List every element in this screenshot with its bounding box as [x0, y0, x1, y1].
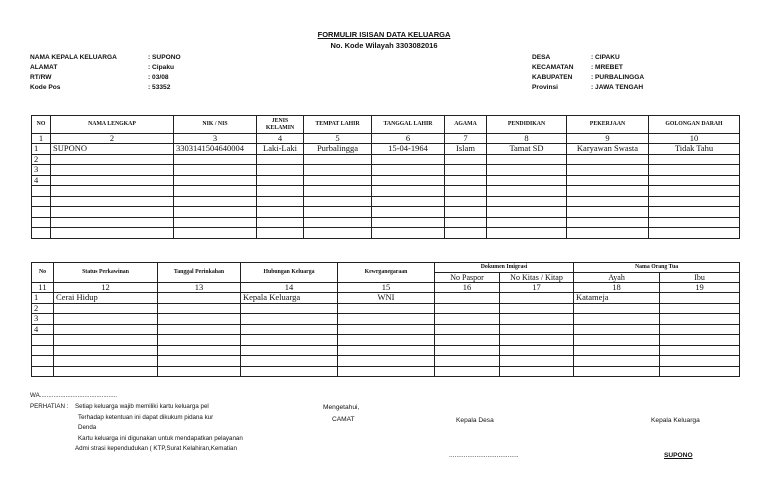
table-cell: [445, 165, 487, 176]
table-cell: [32, 207, 51, 218]
table-cell: [500, 366, 574, 377]
table-row: [32, 303, 740, 314]
table-cell: [445, 186, 487, 197]
table-cell: [487, 165, 567, 176]
info-value: : MREBET: [591, 64, 623, 71]
table-cell: [54, 303, 158, 314]
column-number: 4: [257, 134, 304, 144]
table-cell: [567, 228, 649, 239]
table-cell: [158, 324, 241, 335]
table-cell: [158, 366, 241, 377]
notice-line: Admi strasi kependudukan ( KTP,Surat Kelahiran,Kematian: [75, 445, 237, 452]
table-cell: [574, 366, 660, 377]
info-label: KECAMATAN: [532, 64, 574, 71]
column-header: PENDIDIKAN: [487, 116, 567, 134]
table-cell: [304, 217, 372, 228]
column-header: AGAMA: [445, 116, 487, 134]
table-cell: [32, 186, 51, 197]
column-number: 18: [574, 283, 660, 293]
table-cell: [649, 217, 740, 228]
table-cell: [174, 175, 257, 186]
form-title: FORMULIR ISISAN DATA KELUARGA: [317, 30, 451, 39]
table-cell: SUPONO: [51, 144, 174, 155]
table-cell: [435, 293, 500, 304]
table-cell: 2: [32, 154, 51, 165]
table-cell: Tidak Tahu: [649, 144, 740, 155]
table-cell: [445, 207, 487, 218]
column-header: Hubungan Keluarga: [241, 263, 338, 283]
column-number: 16: [435, 283, 500, 293]
table-cell: [649, 154, 740, 165]
table-cell: [158, 293, 241, 304]
table-cell: [649, 228, 740, 239]
column-number: 14: [241, 283, 338, 293]
table-cell: [241, 356, 338, 367]
table-cell: [372, 154, 445, 165]
table-cell: [487, 175, 567, 186]
table-row: [32, 154, 740, 165]
table-cell: [567, 154, 649, 165]
column-number: 7: [445, 134, 487, 144]
table-cell: [257, 186, 304, 197]
village-head-signature: ......................................: [449, 452, 519, 459]
table-cell: [372, 207, 445, 218]
table-cell: [372, 165, 445, 176]
table-cell: [372, 228, 445, 239]
info-value: : 53352: [148, 84, 171, 91]
table-cell: [500, 356, 574, 367]
table-cell: [304, 165, 372, 176]
table-cell: [372, 217, 445, 228]
info-label: RT/RW: [30, 74, 52, 81]
table-cell: [660, 303, 740, 314]
region-info: [532, 53, 644, 93]
column-number: 3: [174, 134, 257, 144]
table-cell: [241, 324, 338, 335]
table-cell: [567, 186, 649, 197]
table-cell: [158, 314, 241, 325]
column-header: JENIS KELAMIN: [257, 116, 304, 134]
table-cell: [660, 335, 740, 346]
table-row: [32, 345, 740, 356]
table-cell: [32, 345, 54, 356]
column-number: 11: [32, 283, 54, 293]
table-cell: [445, 228, 487, 239]
table-cell: [257, 217, 304, 228]
info-value: : 03/08: [148, 74, 169, 81]
table-cell: [567, 207, 649, 218]
column-header: TANGGAL LAHIR: [372, 116, 445, 134]
table-cell: Kepala Keluarga: [241, 293, 338, 304]
column-header: NO: [32, 116, 51, 134]
table-cell: [304, 228, 372, 239]
table-row: [32, 314, 740, 325]
info-label: KABUPATEN: [532, 74, 573, 81]
table-cell: [54, 335, 158, 346]
column-number: 15: [338, 283, 435, 293]
column-header: Dokumen Imigrasi: [435, 263, 574, 273]
table-cell: [660, 314, 740, 325]
table-cell: [487, 196, 567, 207]
column-number: 2: [51, 134, 174, 144]
notice-line: Denda: [78, 424, 97, 431]
table-cell: [32, 366, 54, 377]
table-cell: [649, 165, 740, 176]
notice-line: Terhadap ketentuan ini dapat dikukum pidana kur: [78, 413, 214, 421]
table-cell: [241, 314, 338, 325]
table-cell: [158, 356, 241, 367]
table-cell: [304, 196, 372, 207]
table-cell: [435, 366, 500, 377]
column-header: GOLONGAN DARAH: [649, 116, 740, 134]
table-cell: [32, 335, 54, 346]
table-cell: [567, 217, 649, 228]
info-value: : CIPAKU: [591, 54, 620, 61]
table-cell: [257, 175, 304, 186]
table-row: [32, 366, 740, 377]
table-cell: [649, 175, 740, 186]
table-cell: [304, 186, 372, 197]
table-cell: Islam: [445, 144, 487, 155]
table-cell: [445, 175, 487, 186]
table-cell: [649, 196, 740, 207]
column-number: 10: [649, 134, 740, 144]
column-number: 12: [54, 283, 158, 293]
table-cell: [338, 345, 435, 356]
table-cell: [435, 324, 500, 335]
table-cell: [158, 345, 241, 356]
table-cell: [445, 217, 487, 228]
table-cell: Laki-Laki: [257, 144, 304, 155]
notice-line: Setiap keluarga wajib memiliki kartu keluarga pel: [75, 403, 209, 410]
table-header-row: [32, 263, 740, 273]
region-code: No. Kode Wilayah 3303082016: [330, 41, 438, 50]
table-row: [32, 293, 740, 304]
table-cell: [500, 345, 574, 356]
notice-line: Kartu keluarga ini digunakan untuk mendapatkan pelayanan: [78, 434, 243, 442]
table-cell: [660, 366, 740, 377]
table-row: [32, 324, 740, 335]
table-cell: 1: [32, 293, 54, 304]
table-cell: [574, 324, 660, 335]
table-cell: [338, 356, 435, 367]
column-number-row: [32, 283, 740, 293]
table-cell: [567, 196, 649, 207]
table-cell: [372, 196, 445, 207]
table-cell: [32, 196, 51, 207]
table-cell: [500, 324, 574, 335]
info-value: : Cipaku: [148, 64, 175, 71]
table-cell: [51, 186, 174, 197]
table-cell: [500, 314, 574, 325]
notice-list: [75, 402, 243, 455]
info-value: : JAWA TENGAH: [591, 84, 644, 91]
table-cell: [660, 324, 740, 335]
column-header: TEMPAT LAHIR: [304, 116, 372, 134]
table-cell: [241, 345, 338, 356]
table-row: [32, 228, 740, 239]
column-number: 9: [567, 134, 649, 144]
table-cell: 3303141504640004: [174, 144, 257, 155]
info-label: Kode Pos: [30, 84, 61, 91]
table-cell: [487, 154, 567, 165]
column-header: PEKERJAAN: [567, 116, 649, 134]
table-cell: [174, 207, 257, 218]
table-cell: [660, 356, 740, 367]
column-header: Ibu: [660, 273, 740, 283]
table-cell: [54, 345, 158, 356]
table-cell: 3: [32, 165, 51, 176]
table-cell: [174, 165, 257, 176]
column-number: 5: [304, 134, 372, 144]
table-cell: [51, 207, 174, 218]
table-cell: [445, 154, 487, 165]
table-cell: [338, 324, 435, 335]
household-info: [30, 53, 181, 93]
column-number: 13: [158, 283, 241, 293]
column-header: Ayah: [574, 273, 660, 283]
table-cell: 15-04-1964: [372, 144, 445, 155]
table-cell: [574, 345, 660, 356]
table-cell: [174, 186, 257, 197]
table-cell: [338, 303, 435, 314]
table-cell: [174, 217, 257, 228]
table-cell: [500, 335, 574, 346]
table-cell: [487, 217, 567, 228]
notice-label: PERHATIAN :: [30, 403, 69, 410]
column-number: 1: [32, 134, 51, 144]
table-cell: [660, 345, 740, 356]
table-cell: 1: [32, 144, 51, 155]
info-value: : PURBALINGGA: [591, 74, 645, 81]
column-header: NAMA LENGKAP: [51, 116, 174, 134]
table-cell: [241, 303, 338, 314]
table-cell: [372, 175, 445, 186]
table-cell: [174, 196, 257, 207]
table-cell: Karyawan Swasta: [567, 144, 649, 155]
table-cell: [574, 314, 660, 325]
table-cell: [158, 303, 241, 314]
wa-line: WA.............................................: [30, 392, 118, 399]
table-header-row: [32, 116, 740, 134]
table-cell: [487, 186, 567, 197]
table-cell: [54, 356, 158, 367]
table-cell: 3: [32, 314, 54, 325]
table-cell: [257, 196, 304, 207]
household-head-signature: SUPONO: [664, 452, 693, 459]
table-cell: [32, 228, 51, 239]
mengetahui-label: Mengetahui,: [323, 404, 360, 411]
table-cell: [445, 196, 487, 207]
table-cell: [574, 335, 660, 346]
table-cell: [435, 345, 500, 356]
table-cell: Katameja: [574, 293, 660, 304]
table-row: [32, 335, 740, 346]
table-cell: [51, 196, 174, 207]
table-cell: Cerai Hidup: [54, 293, 158, 304]
column-header: No Kitas / Kitap: [500, 273, 574, 283]
column-header: Nama Orang Tua: [574, 263, 740, 273]
table-cell: [567, 165, 649, 176]
table-cell: [32, 356, 54, 367]
table-cell: [435, 356, 500, 367]
table-cell: [158, 335, 241, 346]
info-label: ALAMAT: [30, 64, 58, 71]
table-cell: [649, 186, 740, 197]
household-head-label: Kepala Keluarga: [651, 417, 700, 424]
table-cell: [32, 217, 51, 228]
table-row: [32, 217, 740, 228]
table-cell: 4: [32, 175, 51, 186]
table-cell: Purbalingga: [304, 144, 372, 155]
column-number: 6: [372, 134, 445, 144]
table-cell: [567, 175, 649, 186]
table-row: [32, 356, 740, 367]
table-cell: [574, 356, 660, 367]
table-cell: [487, 228, 567, 239]
table-cell: [660, 293, 740, 304]
table-cell: [241, 335, 338, 346]
table-row: [32, 196, 740, 207]
table-cell: [174, 154, 257, 165]
table-cell: [54, 324, 158, 335]
table-cell: [257, 207, 304, 218]
column-number-row: [32, 134, 740, 144]
table-cell: WNI: [338, 293, 435, 304]
table-cell: 4: [32, 324, 54, 335]
table-cell: [338, 366, 435, 377]
column-header: Tanggal Perinkahan: [158, 263, 241, 283]
table-cell: [257, 165, 304, 176]
table-cell: [649, 207, 740, 218]
table-cell: [304, 154, 372, 165]
column-header: Status Perkawinan: [54, 263, 158, 283]
column-number: 19: [660, 283, 740, 293]
table-cell: [51, 154, 174, 165]
table-cell: [435, 303, 500, 314]
table-cell: [304, 207, 372, 218]
column-header: No Paspor: [435, 273, 500, 283]
member-table: [31, 115, 740, 239]
table-cell: [257, 154, 304, 165]
table-cell: [51, 165, 174, 176]
column-number: 8: [487, 134, 567, 144]
info-label: NAMA KEPALA KELUARGA: [30, 54, 117, 61]
table-cell: [257, 228, 304, 239]
table-cell: [500, 293, 574, 304]
column-header: No: [32, 263, 54, 283]
table-cell: [435, 314, 500, 325]
table-row: [32, 207, 740, 218]
table-cell: [51, 175, 174, 186]
camat-label: CAMAT: [332, 416, 355, 423]
table-cell: [304, 175, 372, 186]
column-header: Kewrganegaraan: [338, 263, 435, 283]
table-cell: Tamat SD: [487, 144, 567, 155]
table-cell: [54, 366, 158, 377]
info-label: DESA: [532, 54, 551, 61]
table-cell: [51, 228, 174, 239]
column-header: NIK / NIS: [174, 116, 257, 134]
table-cell: [487, 207, 567, 218]
info-label: Provinsi: [532, 84, 559, 91]
table-cell: [500, 303, 574, 314]
table-row: [32, 175, 740, 186]
status-table: [31, 262, 740, 377]
table-cell: [51, 217, 174, 228]
table-row: [32, 186, 740, 197]
column-number: 17: [500, 283, 574, 293]
table-cell: [54, 314, 158, 325]
table-cell: 2: [32, 303, 54, 314]
table-cell: [338, 314, 435, 325]
info-value: : SUPONO: [148, 54, 181, 61]
table-cell: [435, 335, 500, 346]
village-head-label: Kepala Desa: [456, 417, 494, 424]
table-cell: [338, 335, 435, 346]
table-cell: [174, 228, 257, 239]
table-row: [32, 165, 740, 176]
table-cell: [574, 303, 660, 314]
table-cell: [241, 366, 338, 377]
table-cell: [372, 186, 445, 197]
table-row: [32, 144, 740, 155]
